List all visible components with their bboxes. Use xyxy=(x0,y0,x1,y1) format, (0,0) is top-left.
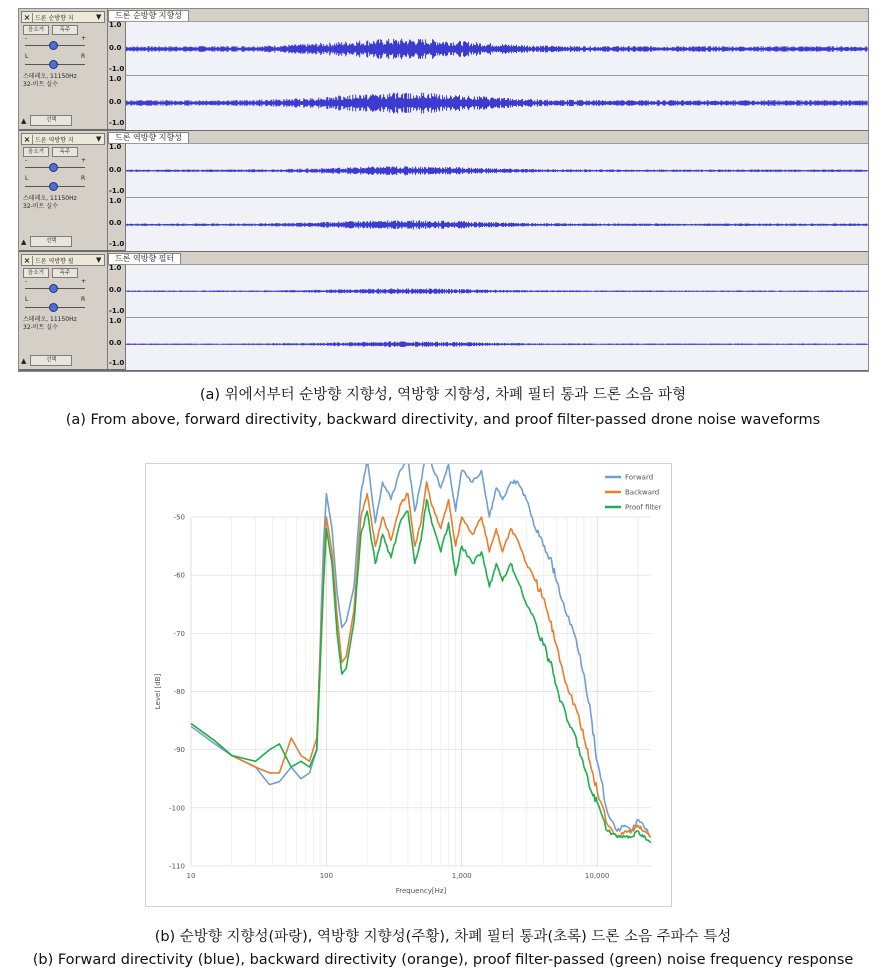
amplitude-tick-label: -1.0 xyxy=(109,65,125,73)
amplitude-tick-label: 0.0 xyxy=(109,286,122,295)
caption-b-korean: (b) 순방향 지향성(파랑), 역방향 지향성(주황), 차폐 필터 통과(초록) 드론 소음 주파수 특성 xyxy=(154,929,732,945)
track-control-panel xyxy=(19,252,108,369)
amplitude-tick-label: 1.0 xyxy=(109,21,122,29)
audio-track xyxy=(19,252,868,371)
solo-button[interactable]: 독주 xyxy=(52,147,78,157)
amplitude-tick-label: 1.0 xyxy=(109,316,122,325)
gain-slider[interactable] xyxy=(25,284,85,292)
right-channel-waveform[interactable] xyxy=(125,197,868,252)
select-button[interactable]: 선택 xyxy=(30,236,72,247)
y-tick-label: -100 xyxy=(169,804,185,813)
close-icon[interactable]: × xyxy=(22,13,33,22)
gain-plus-label: + xyxy=(81,35,87,42)
track-header[interactable] xyxy=(21,133,105,145)
slider-knob[interactable] xyxy=(49,41,58,50)
gain-slider[interactable] xyxy=(25,163,85,171)
left-channel-waveform[interactable] xyxy=(125,21,868,76)
amplitude-tick-label: 1.0 xyxy=(109,196,122,205)
gain-plus-label: + xyxy=(81,157,87,164)
mute-button[interactable]: 음소거 xyxy=(23,268,49,278)
legend-label: Forward xyxy=(625,473,654,482)
gain-plus-label: + xyxy=(81,278,87,285)
waveform-path xyxy=(126,220,867,229)
waveform-path xyxy=(126,341,867,347)
track-format-info: 스테레오, 11150Hz xyxy=(23,195,77,202)
pan-right-label: R xyxy=(81,53,86,60)
track-title-tab[interactable]: 드론 순방향 지향성 xyxy=(108,10,189,22)
x-tick-label: 10 xyxy=(186,872,196,880)
pan-left-label: L xyxy=(25,175,29,182)
track-format-info: 스테레오, 11150Hz xyxy=(23,316,77,323)
y-tick-label: -80 xyxy=(173,688,185,696)
select-button[interactable]: 선택 xyxy=(30,115,72,126)
amplitude-tick-label: -1.0 xyxy=(109,359,125,367)
amplitude-tick-label: -1.0 xyxy=(109,240,125,248)
y-tick-label: -70 xyxy=(173,629,185,638)
amplitude-tick-label: 0.0 xyxy=(109,98,122,106)
track-title-tab[interactable]: 드론 역방향 지향성 xyxy=(108,132,189,144)
track-format-info: 스테레오, 11150Hz xyxy=(23,73,77,80)
caption-b-english: (b) Forward directivity (blue), backward directivity (orange), proof filter-passed (green) noise frequency response xyxy=(32,952,854,968)
track-control-panel xyxy=(19,131,108,250)
waveform-path xyxy=(126,39,867,60)
pan-left-label: L xyxy=(25,53,29,60)
amplitude-tick-label: 0.0 xyxy=(109,44,122,52)
gain-minus-label: - xyxy=(25,157,28,164)
y-axis-label: Level [dB] xyxy=(154,673,162,710)
amplitude-ruler xyxy=(107,131,125,250)
slider-knob[interactable] xyxy=(49,60,58,69)
amplitude-tick-label: 1.0 xyxy=(109,143,122,151)
track-name[interactable]: 드론 순방향 지 xyxy=(35,14,74,22)
audio-track xyxy=(19,9,868,131)
right-channel-waveform[interactable] xyxy=(125,75,868,130)
gain-slider[interactable] xyxy=(25,41,85,49)
track-name[interactable]: 드론 역방향 지 xyxy=(35,136,74,144)
waveform-path xyxy=(126,166,867,175)
gain-minus-label: - xyxy=(25,35,28,42)
track-header[interactable] xyxy=(21,11,105,23)
track-bit-depth: 32-비트 실수 xyxy=(23,324,58,331)
solo-button[interactable]: 독주 xyxy=(52,268,78,278)
track-control-panel xyxy=(19,9,108,129)
amplitude-tick-label: -1.0 xyxy=(109,119,125,127)
collapse-icon[interactable]: ▲ xyxy=(21,116,27,125)
slider-knob[interactable] xyxy=(49,284,58,293)
pan-slider[interactable] xyxy=(25,303,85,311)
frequency-response-chart xyxy=(145,463,672,907)
audio-track xyxy=(19,131,868,252)
right-channel-waveform[interactable] xyxy=(125,317,868,371)
amplitude-tick-label: 0.0 xyxy=(109,338,122,347)
gain-minus-label: - xyxy=(25,278,28,285)
x-tick-label: 1,000 xyxy=(451,872,472,880)
collapse-icon[interactable]: ▲ xyxy=(21,237,27,246)
close-icon[interactable]: × xyxy=(22,256,33,265)
mute-button[interactable]: 음소거 xyxy=(23,147,49,157)
close-icon[interactable]: × xyxy=(22,135,33,144)
left-channel-waveform[interactable] xyxy=(125,143,868,198)
amplitude-tick-label: 1.0 xyxy=(109,75,122,83)
amplitude-tick-label: 0.0 xyxy=(109,165,122,174)
pan-left-label: L xyxy=(25,296,29,303)
chart-svg xyxy=(146,464,673,908)
y-tick-label: -90 xyxy=(173,746,185,755)
mute-button[interactable]: 음소거 xyxy=(23,25,49,35)
track-bit-depth: 32-비트 실수 xyxy=(23,81,58,88)
amplitude-tick-label: -1.0 xyxy=(109,306,125,315)
y-tick-label: -110 xyxy=(169,862,185,871)
y-tick-label: -60 xyxy=(173,571,185,580)
left-channel-waveform[interactable] xyxy=(125,264,868,318)
x-axis-label: Frequency[Hz] xyxy=(395,887,447,895)
dropdown-arrow-icon[interactable]: ▼ xyxy=(96,256,102,264)
amplitude-ruler xyxy=(107,9,125,129)
dropdown-arrow-icon[interactable]: ▼ xyxy=(96,135,102,143)
pan-slider[interactable] xyxy=(25,182,85,190)
slider-knob[interactable] xyxy=(49,182,58,191)
slider-knob[interactable] xyxy=(49,303,58,312)
amplitude-ruler xyxy=(107,252,125,369)
caption-a-korean: (a) 위에서부터 순방향 지향성, 역방향 지향성, 차폐 필터 통과 드론 소음 파형 xyxy=(199,387,687,403)
pan-right-label: R xyxy=(81,175,86,182)
waveform-path xyxy=(126,288,867,294)
collapse-icon[interactable]: ▲ xyxy=(21,356,27,365)
dropdown-arrow-icon[interactable]: ▼ xyxy=(96,13,102,21)
pan-slider[interactable] xyxy=(25,60,85,68)
waveform-panel xyxy=(18,8,869,372)
y-tick-label: -50 xyxy=(173,513,185,522)
legend-label: Backward xyxy=(625,488,660,497)
track-bit-depth: 32-비트 실수 xyxy=(23,203,58,210)
waveform-path xyxy=(126,92,867,113)
legend-label: Proof filter xyxy=(625,503,662,512)
amplitude-tick-label: 1.0 xyxy=(109,264,122,272)
track-header[interactable] xyxy=(21,254,105,266)
slider-knob[interactable] xyxy=(49,163,58,172)
select-button[interactable]: 선택 xyxy=(30,355,72,366)
track-name[interactable]: 드론 역방향 필 xyxy=(35,257,74,265)
x-tick-label: 10,000 xyxy=(584,872,610,880)
x-tick-label: 100 xyxy=(319,872,334,880)
track-title-tab[interactable]: 드론 역방향 필터 xyxy=(108,253,181,265)
solo-button[interactable]: 독주 xyxy=(52,25,78,35)
amplitude-tick-label: -1.0 xyxy=(109,186,125,195)
pan-right-label: R xyxy=(81,296,86,303)
amplitude-tick-label: 0.0 xyxy=(109,219,122,228)
caption-a-english: (a) From above, forward directivity, backward directivity, and proof filter-passed drone noise waveforms xyxy=(65,412,821,428)
